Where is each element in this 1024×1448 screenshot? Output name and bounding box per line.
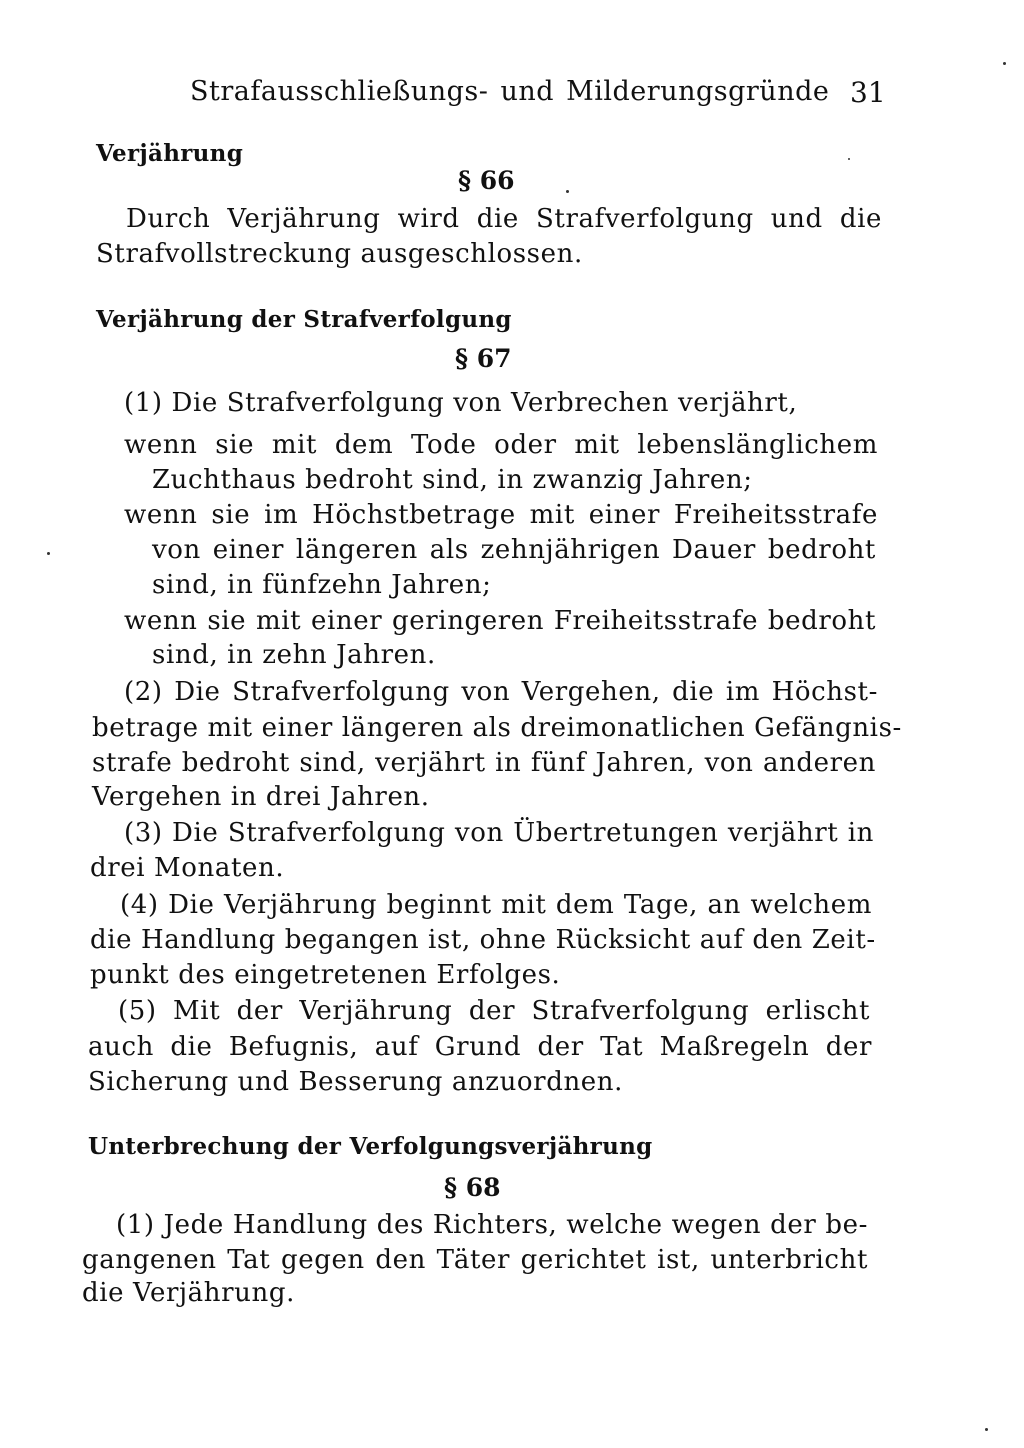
text-line: Sicherung und Besserung anzuordnen. — [88, 1067, 623, 1097]
text-line: wenn sie mit dem Tode oder mit lebenslänglichem — [124, 430, 878, 460]
text-line: betrage mit einer längeren als dreimonatlichen Gefängnis- — [92, 713, 902, 743]
section-heading-verjaehrung-strafverfolgung: Verjährung der Strafverfolgung — [96, 306, 512, 333]
section-heading-unterbrechung: Unterbrechung der Verfolgungsverjährung — [88, 1133, 653, 1160]
text-line: wenn sie im Höchstbetrage mit einer Freiheitsstrafe — [124, 500, 878, 530]
text-line: Durch Verjährung wird die Strafverfolgung und die — [126, 204, 882, 234]
text-line: von einer längeren als zehnjährigen Dauer bedroht — [152, 535, 876, 565]
page-number: 31 — [850, 76, 886, 109]
scan-speck — [848, 158, 850, 160]
paragraph-number-66: § 66 — [458, 166, 515, 195]
text-line: auch die Befugnis, auf Grund der Tat Maßregeln der — [88, 1032, 872, 1062]
scan-speck — [566, 190, 569, 193]
text-line: sind, in zehn Jahren. — [152, 640, 436, 670]
text-line: (5) Mit der Verjährung der Strafverfolgung erlischt — [118, 996, 870, 1026]
text-line: (1) Die Strafverfolgung von Verbrechen verjährt, — [124, 388, 798, 418]
text-line: die Verjährung. — [82, 1278, 295, 1308]
text-line: die Handlung begangen ist, ohne Rücksicht auf den Zeit- — [90, 925, 876, 955]
text-line: sind, in fünfzehn Jahren; — [152, 570, 492, 600]
scan-speck — [47, 552, 50, 555]
paragraph-number-67: § 67 — [455, 344, 512, 373]
text-line: wenn sie mit einer geringeren Freiheitsstrafe bedroht — [124, 606, 876, 636]
section-heading-verjaehrung: Verjährung — [96, 140, 244, 167]
scan-speck — [1003, 62, 1006, 65]
paragraph-number-68: § 68 — [444, 1173, 501, 1202]
scan-speck — [985, 1428, 988, 1431]
text-line: (4) Die Verjährung beginnt mit dem Tage, an welchem — [120, 890, 872, 920]
text-line: gangenen Tat gegen den Täter gerichtet ist, unterbricht — [82, 1245, 868, 1275]
text-line: Strafvollstreckung ausgeschlossen. — [96, 239, 583, 269]
text-line: Vergehen in drei Jahren. — [92, 782, 430, 812]
text-line: (2) Die Strafverfolgung von Vergehen, die im Höchst- — [124, 677, 878, 707]
text-line: (3) Die Strafverfolgung von Übertretungen verjährt in — [124, 818, 874, 848]
text-line: Zuchthaus bedroht sind, in zwanzig Jahren; — [152, 465, 753, 495]
text-line: (1) Jede Handlung des Richters, welche wegen der be- — [116, 1210, 868, 1240]
text-line: drei Monaten. — [90, 853, 285, 883]
running-title: Strafausschließungs- und Milderungsgründe — [190, 76, 830, 107]
text-line: punkt des eingetretenen Erfolges. — [90, 960, 561, 990]
text-line: strafe bedroht sind, verjährt in fünf Jahren, von anderen — [92, 748, 876, 778]
